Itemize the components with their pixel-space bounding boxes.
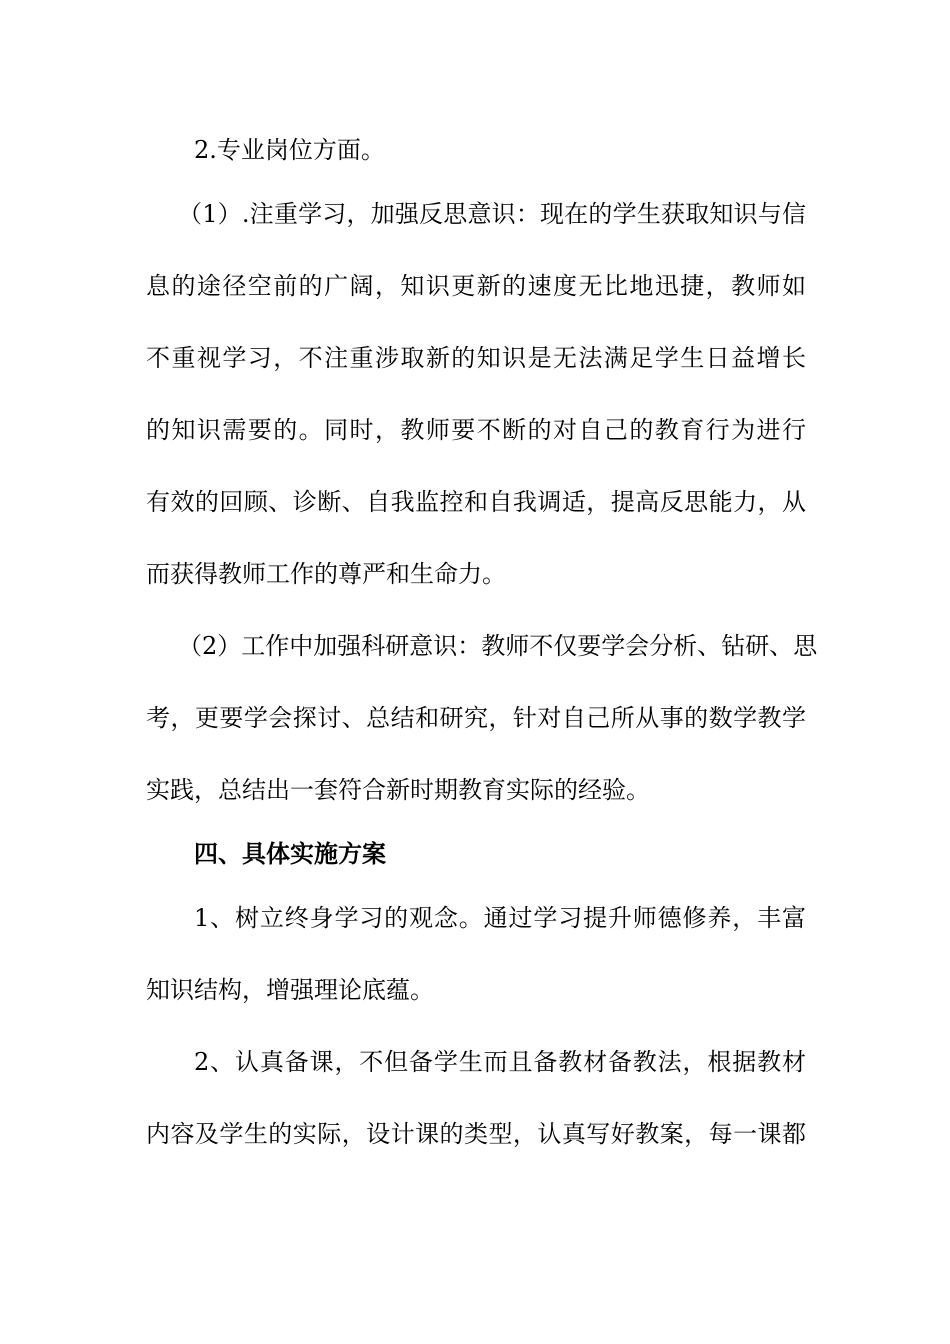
section-heading-implementation: 四、具体实施方案 (194, 839, 386, 868)
section-heading-professional: 2.专业岗位方面。 (194, 136, 385, 164)
paragraph-line: 知识结构，增强理论底蕴。 (146, 976, 434, 1004)
paragraph-line: 有效的回顾、诊断、自我监控和自我调适，提高反思能力，从 (146, 488, 806, 516)
paragraph-line: 实践，总结出一套符合新时期教育实际的经验。 (146, 776, 650, 804)
paragraph-line: 不重视学习，不注重涉取新的知识是无法满足学生日益增长 (146, 344, 806, 372)
paragraph-line: 内容及学生的实际，设计课的类型，认真写好教案，每一课都 (146, 1120, 806, 1148)
paragraph-line: 的知识需要的。同时，教师要不断的对自己的教育行为进行 (146, 416, 806, 444)
paragraph-line: 而获得教师工作的尊严和生命力。 (146, 560, 506, 588)
paragraph-line: 息的途径空前的广阔，知识更新的速度无比地迅捷，教师如 (146, 272, 806, 300)
paragraph-line: 2、认真备课，不但备学生而且备教材备教法，根据教材 (194, 1048, 806, 1076)
paragraph-line: （1）.注重学习，加强反思意识：现在的学生获取知识与信 (178, 200, 806, 228)
paragraph-line: 1、树立终身学习的观念。通过学习提升师德修养，丰富 (194, 904, 806, 932)
paragraph-line: 考，更要学会探讨、总结和研究，针对自己所从事的数学教学 (146, 704, 806, 732)
paragraph-line: （2）工作中加强科研意识：教师不仅要学会分析、钻研、思 (178, 632, 818, 660)
